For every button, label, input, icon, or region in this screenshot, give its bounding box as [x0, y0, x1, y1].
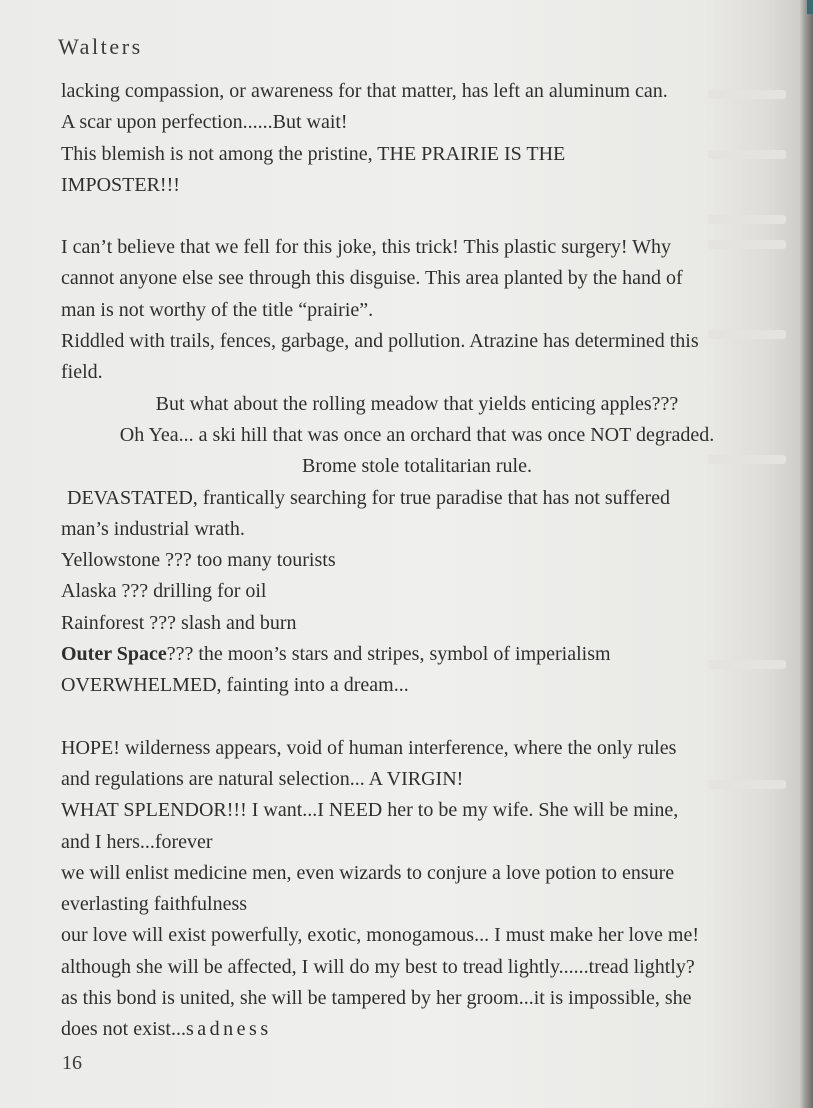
- text-line: Rainforest ??? slash and burn: [61, 611, 297, 634]
- text-line: field.: [61, 361, 103, 384]
- text-line: [61, 1014, 773, 1045]
- text-line: DEVASTATED, frantically searching for true paradise that has not suffered: [67, 486, 671, 509]
- text-line: OVERWHELMED, fainting into a dream...: [61, 674, 409, 697]
- bold-phrase: Outer Space: [61, 643, 167, 666]
- text-line: man is not worthy of the title “prairie”.: [61, 298, 374, 321]
- text-line: [61, 639, 773, 670]
- page-number: 16: [62, 1052, 82, 1074]
- text-line: lacking compassion, or awareness for that matter, has left an aluminum can.: [61, 80, 668, 102]
- text-line: we will enlist medicine men, even wizards to conjure a love potion to ensure: [61, 861, 675, 884]
- centered-line: Oh Yea... a ski hill that was once an orchard that was once NOT degraded.: [119, 423, 715, 446]
- centered-line: But what about the rolling meadow that yields enticing apples???: [155, 392, 679, 415]
- text-line: WHAT SPLENDOR!!! I want...I NEED her to be my wife. She will be mine,: [61, 799, 679, 822]
- text-line: HOPE! wilderness appears, void of human interference, where the only rules: [61, 736, 677, 759]
- text-line: and regulations are natural selection... A VIRGIN!: [61, 767, 464, 790]
- text-line: This blemish is not among the pristine, THE PRAIRIE IS THE: [61, 142, 566, 165]
- text-line: Alaska ??? drilling for oil: [61, 580, 267, 603]
- stanza-break: [61, 201, 773, 232]
- text-line: cannot anyone else see through this disguise. This area planted by the hand of: [61, 267, 683, 290]
- spaced-word: sadness: [186, 1018, 272, 1041]
- poem-body: [61, 76, 773, 1046]
- text-line: and I hers...forever: [61, 830, 213, 853]
- running-head: Walters: [58, 34, 143, 59]
- text-line: man’s industrial wrath.: [61, 517, 245, 540]
- text-line: although she will be affected, I will do my best to tread lightly......tread lightly?: [61, 955, 695, 978]
- spine-edge-mark: [807, 0, 813, 14]
- text-line: Riddled with trails, fences, garbage, and pollution. Atrazine has determined this: [61, 330, 699, 353]
- stanza-break: [61, 702, 773, 733]
- text-fragment: ??? the moon’s stars and stripes, symbol of imperialism: [166, 643, 611, 666]
- text-line: as this bond is united, she will be tampered by her groom...it is impossible, she: [61, 987, 692, 1010]
- text-line: everlasting faithfulness: [61, 893, 248, 916]
- text-line: Yellowstone ??? too many tourists: [61, 549, 336, 572]
- text-line: our love will exist powerfully, exotic, monogamous... I must make her love me!: [61, 924, 700, 947]
- text-line: I can’t believe that we fell for this joke, this trick! This plastic surgery! Why: [61, 236, 672, 259]
- text-line: A scar upon perfection......But wait!: [61, 111, 348, 134]
- centered-line: Brome stole totalitarian rule.: [302, 455, 532, 478]
- book-spine-shadow: [800, 0, 813, 1108]
- text-line: IMPOSTER!!!: [61, 173, 180, 196]
- text-fragment: does not exist...: [61, 1018, 186, 1041]
